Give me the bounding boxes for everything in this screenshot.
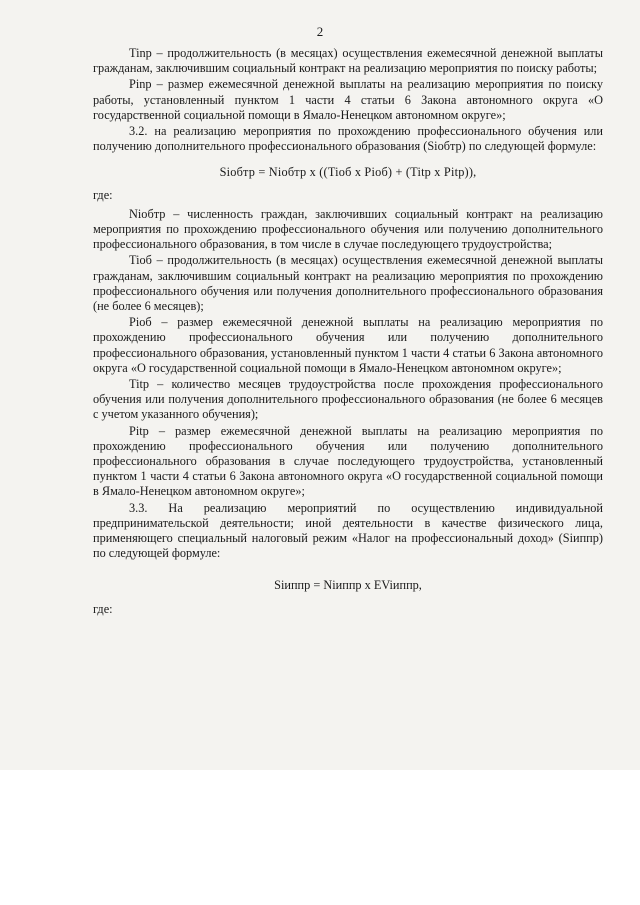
paragraph-3-3: 3.3. На реализацию мероприятий по осуществлению индивидуальной предпринимательской деятельности; иной деятельности в качестве физического лица, применяющего специальный налоговый режим «Налог на профессиональный доход» (Siиппр) по следующей формуле: — [93, 500, 603, 561]
formula-s-ippr: Siиппр = Niиппр x EViиппр, — [274, 577, 422, 592]
paragraph-t-inp: Tinp – продолжительность (в месяцах) осуществления ежемесячной денежной выплаты гражданам, заключившим социальный контракт на реализацию мероприятия по поиску работы; — [93, 46, 603, 76]
formula-s-iobtr: Siобтр = Niобтр x ((Tiоб x Piоб) + (Titр x Pitр)), — [219, 165, 477, 180]
page-bottom-margin — [0, 770, 640, 905]
page-number: 2 — [316, 24, 324, 39]
where-label-2: где: — [93, 601, 113, 616]
document-body — [93, 46, 603, 617]
paragraph-n-iobtr: Niобтр – численность граждан, заключивших социальный контракт на реализацию мероприятия по прохождению профессионального обучения или получению дополнительного профессионального образования, в том числе в случае последующего трудоустройства; — [93, 206, 603, 252]
paragraph-p-inp: Pinp – размер ежемесячной денежной выплаты на реализацию мероприятия по поиску работы, установленный пунктом 1 части 4 статьи 6 Закона автономного округа «О государственной социальной помощи в Ямало-Ненецком автономном округе»; — [93, 77, 603, 122]
paragraph-t-iob: Tiоб – продолжительность (в месяцах) осуществления ежемесячной денежной выплаты гражданам, заключившим социальный контракт на реализацию мероприятия по прохождению профессионального обучения или получения дополнительного профессионального образования (не более 6 месяцев); — [93, 253, 603, 314]
paragraph-3-2: 3.2. на реализацию мероприятия по прохождению профессионального обучения или получению дополнительного профессионального образования (Siобтр) по следующей формуле: — [93, 124, 603, 154]
paragraph-t-itr: Titр – количество месяцев трудоустройства после прохождения профессионального обучения или получения дополнительного профессионального образования (не более 6 месяцев с учетом указанного обучения); — [93, 377, 603, 422]
paragraph-p-itr: Pitр – размер ежемесячной денежной выплаты на реализацию мероприятия по прохождению профессионального обучения или получению дополнительного профессионального образования в случае последующего трудоустройства, установленный пунктом 1 части 4 статьи 6 Закона автономного округа «О государственной социальной помощи в Ямало-Ненецком автономном округе»; — [93, 423, 603, 499]
paragraph-p-iob: Piоб – размер ежемесячной денежной выплаты на реализацию мероприятия по прохождению профессионального обучения или получению дополнительного профессионального образования, установленный пунктом 1 части 4 статьи 6 Закона автономного округа «О государственной социальной помощи в Ямало-Ненецком автономном округе»; — [93, 315, 603, 375]
where-label: где: — [93, 187, 113, 202]
